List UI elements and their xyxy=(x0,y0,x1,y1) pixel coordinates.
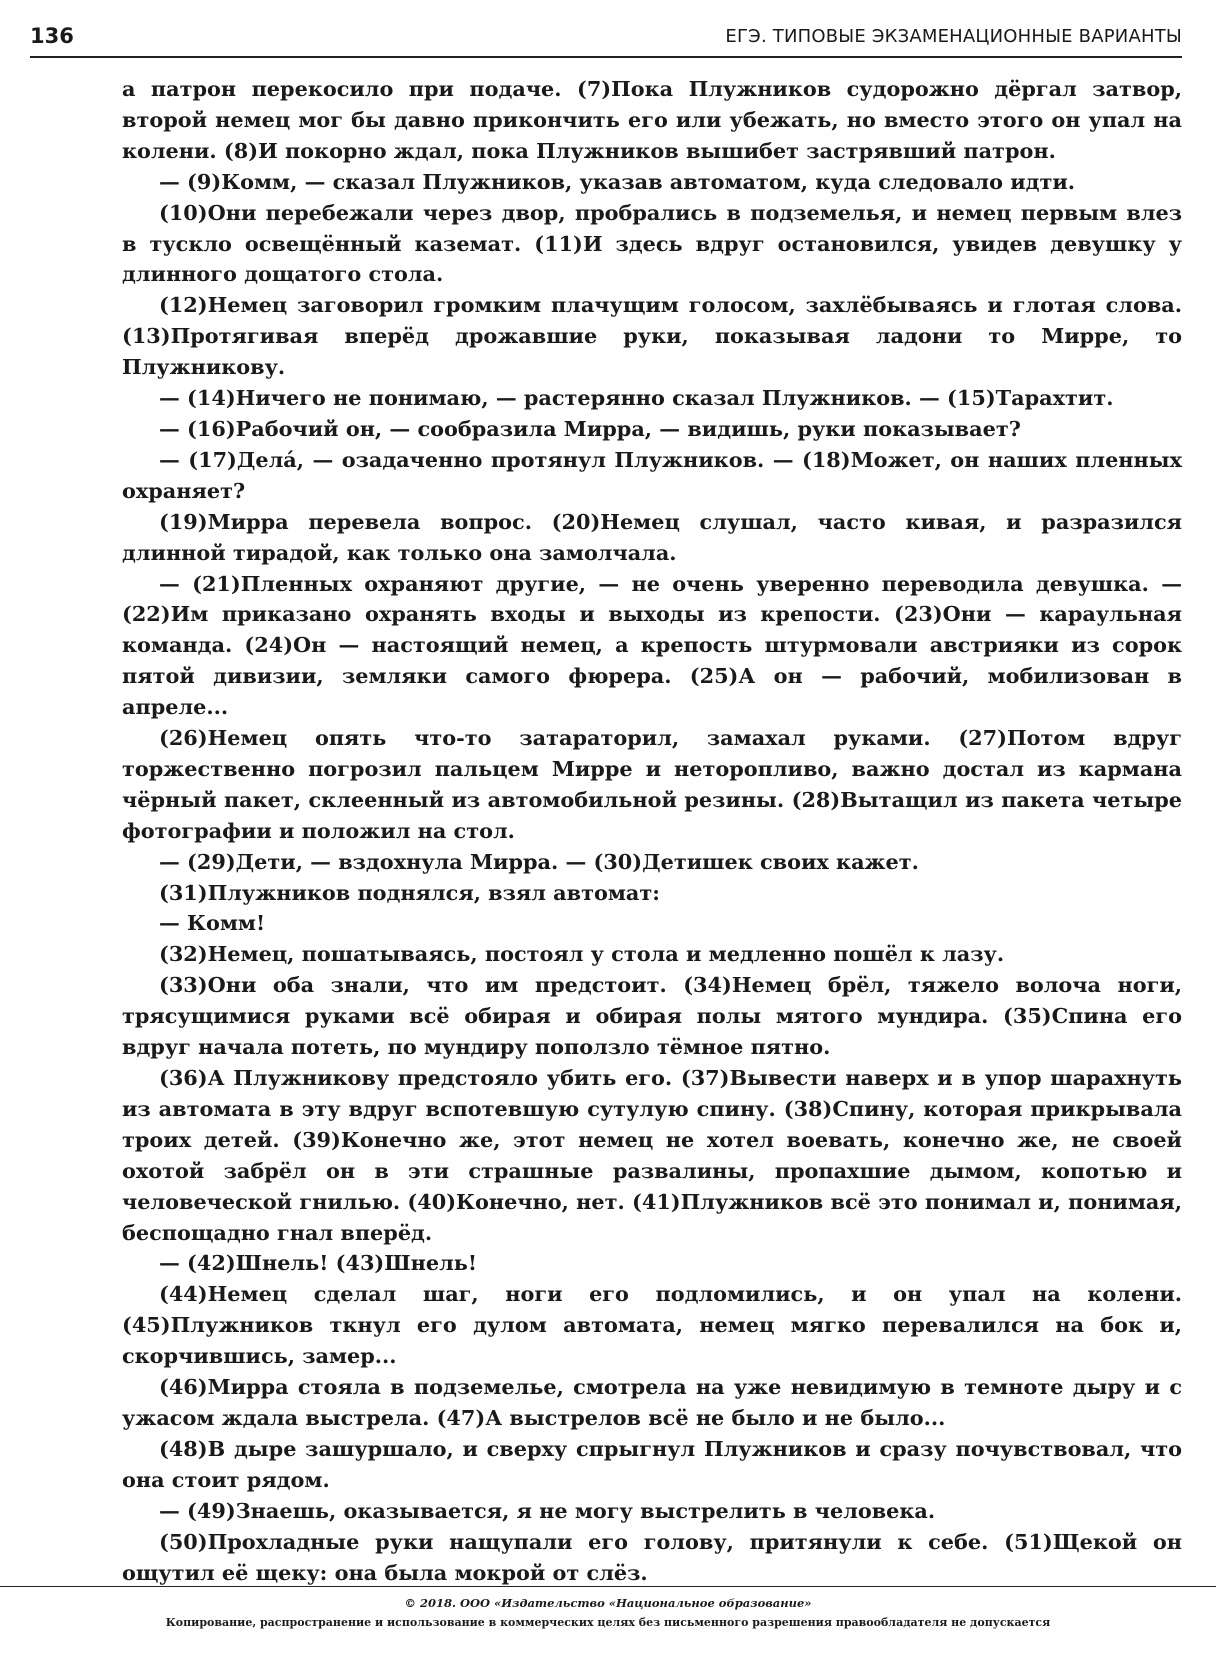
paragraph: (12)Немец заговорил громким плачущим голосом, захлёбываясь и глотая слова. (13)Протягивая вперёд дрожавшие руки, показывая ладони то Мирре, то Плужникову. xyxy=(122,292,1182,380)
paragraph: (10)Они перебежали через двор, пробрались в подземелья, и немец первым влез в тускло освещённый каземат. (11)И здесь вдруг остановился, увидев девушку у длинного дощатого стола. xyxy=(122,199,1182,287)
paragraph: — (21)Пленных охраняют другие, — не очень уверенно переводила девушка. — (22)Им приказано охранять входы и выходы из крепости. (23)Они — караульная команда. (24)Он — настоящий немец, а крепость штурмовали австрияки из сорок пятой дивизии, земляки самого фюрера. (25)А он — рабочий, мобилизован в апреле... xyxy=(122,570,1182,720)
paragraph: — (16)Рабочий он, — сообразила Мирра, — видишь, руки показывает? xyxy=(159,415,1021,441)
page-footer xyxy=(0,1594,1216,1632)
paragraph: (44)Немец сделал шаг, ноги его подломились, и он упал на колени. (45)Плужников ткнул его дулом автомата, немец мягко перевалился на бок и, скорчившись, замер... xyxy=(122,1281,1182,1369)
paragraph: (19)Мирра перевела вопрос. (20)Немец слушал, часто кивая, и разразился длинной тирадой, как только она замолчала. xyxy=(122,508,1182,565)
paragraph: а патрон перекосило при подаче. (7)Пока Плужников судорожно дёргал затвор, второй немец мог бы давно прикончить его или убежать, но вместо этого он упал на колени. (8)И покорно ждал, пока Плужников вышибет застрявший патрон. xyxy=(122,76,1182,163)
paragraph: — (9)Комм, — сказал Плужников, указав автоматом, куда следовало идти. xyxy=(159,168,1076,194)
footer-copyright: © 2018. ООО «Издательство «Национальное образование» xyxy=(404,1596,812,1610)
page-header xyxy=(30,22,1182,58)
paragraph: — (17)Делá, — озадаченно протянул Плужников. — (18)Может, он наших пленных охраняет? xyxy=(122,446,1182,503)
paragraph: (46)Мирра стояла в подземелье, смотрела на уже невидимую в темноте дыру и с ужасом ждала выстрела. (47)А выстрелов всё не было и не было... xyxy=(122,1374,1182,1430)
paragraph: — (14)Ничего не понимаю, — растерянно сказал Плужников. — (15)Тарахтит. xyxy=(159,385,1114,411)
paragraph: (31)Плужников поднялся, взял автомат: xyxy=(159,879,660,905)
paragraph: (36)А Плужникову предстояло убить его. (37)Вывести наверх и в упор шарахнуть из автомата в эту вдруг вспотевшую сутулую спину. (38)Спину, которая прикрывала троих детей. (39)Конечно же, этот немец не хотел воевать, конечно же, не своей охотой забрёл он в эти страшные развалины, пропахшие дымом, копотью и человеческой гнилью. (40)Конечно, нет. (41)Плужников всё это понимал и, понимая, беспощадно гнал вперёд. xyxy=(122,1065,1182,1245)
page-number: 136 xyxy=(30,24,74,48)
paragraph: — (42)Шнель! (43)Шнель! xyxy=(159,1250,477,1276)
footer-notice: Копирование, распространение и использование в коммерческих целях без письменного разрешения правообладателя не допускается xyxy=(165,1616,1051,1629)
paragraph: (48)В дыре зашуршало, и сверху спрыгнул Плужников и сразу почувствовал, что она стоит рядом. xyxy=(122,1435,1182,1492)
paragraph: — Комм! xyxy=(159,910,266,936)
paragraph: — (29)Дети, — вздохнула Мирра. — (30)Детишек своих кажет. xyxy=(159,848,919,874)
body-text xyxy=(122,74,1182,1588)
paragraph: (33)Они оба знали, что им предстоит. (34)Немец брёл, тяжело волоча ноги, трясущимися руками всё обирая и обирая полы мятого мундира. (35)Спина его вдруг начала потеть, по мундиру поползло тёмное пятно. xyxy=(122,972,1182,1060)
running-title: ЕГЭ. ТИПОВЫЕ ЭКЗАМЕНАЦИОННЫЕ ВАРИАНТЫ xyxy=(725,26,1182,47)
paragraph: (26)Немец опять что-то затараторил, замахал руками. (27)Потом вдруг торжественно погрозил пальцем Мирре и неторопливо, важно достал из кармана чёрный пакет, склеенный из автомобильной резины. (28)Вытащил из пакета четыре фотографии и положил на стол. xyxy=(122,725,1182,843)
footer-divider xyxy=(0,1586,1216,1587)
paragraph: (32)Немец, пошатываясь, постоял у стола и медленно пошёл к лазу. xyxy=(159,941,1005,967)
paragraph: — (49)Знаешь, оказывается, я не могу выстрелить в человека. xyxy=(159,1497,936,1523)
paragraph: (50)Прохладные руки нащупали его голову, притянули к себе. (51)Щекой он ощутил её щеку: она была мокрой от слёз. xyxy=(122,1528,1182,1585)
